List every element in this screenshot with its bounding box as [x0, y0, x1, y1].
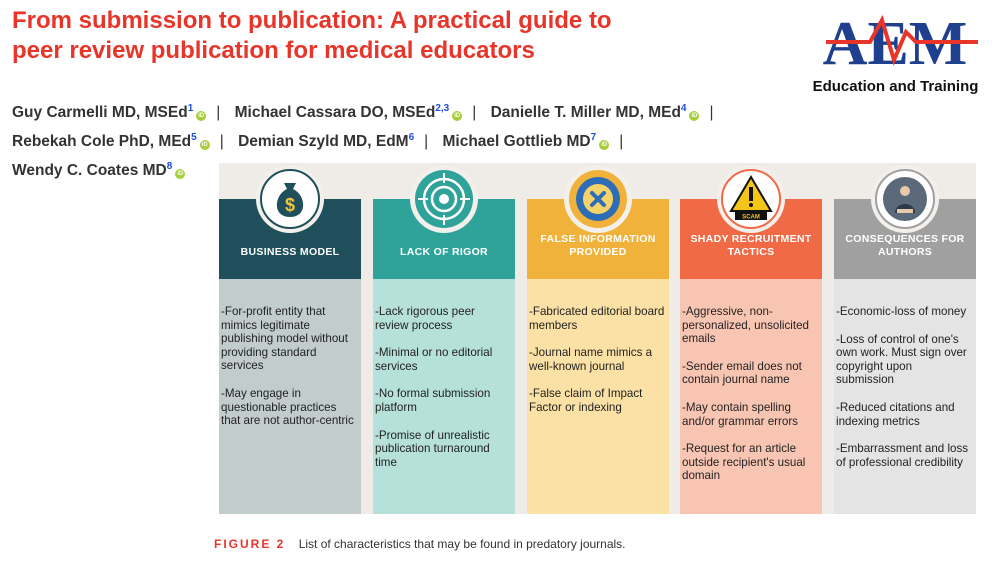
orcid-icon[interactable]: iD: [198, 113, 205, 119]
author-separator: |: [472, 104, 477, 121]
column-body: [219, 279, 361, 514]
logo-letters: AEM: [822, 12, 968, 76]
money-bag-icon: [256, 165, 324, 233]
list-item: -Fabricated editorial board members: [529, 305, 665, 332]
column-body: [834, 279, 976, 514]
orcid-icon[interactable]: iD: [201, 142, 208, 148]
column-heading: CONSEQUENCES FOR AUTHORS: [845, 233, 965, 258]
list-item: -Economic-loss of money: [836, 305, 967, 318]
column-heading: BUSINESS MODEL: [240, 246, 340, 258]
orcid-icon[interactable]: iD: [691, 113, 698, 119]
column-business-model: [219, 163, 361, 514]
column-shady-recruitment: [680, 163, 822, 514]
list-item: -For-profit entity that mimics legitimate publishing model without providing standard services: [221, 305, 348, 373]
target-icon: [410, 165, 478, 233]
author[interactable]: Wendy C. Coates $MD^8iD$: [12, 161, 184, 179]
list-item: -May contain spelling and/or grammar errors: [682, 400, 798, 428]
column-consequences: [834, 163, 976, 514]
list-item: -Reduced citations and indexing metrics: [836, 400, 955, 428]
article-title: From submission to publication: A practical guide to peer review publication for medical educators: [12, 7, 612, 64]
figure-label: FIGURE 2: [214, 537, 286, 551]
predatory-journal-figure: [219, 163, 976, 514]
column-heading: LACK OF RIGOR: [400, 246, 488, 258]
column-body: [527, 279, 669, 514]
x-badge-icon: [564, 165, 632, 233]
figure-caption-text: List of characteristics that may be found in predatory journals.: [298, 537, 626, 551]
author-separator: |: [619, 133, 624, 150]
list-item: -Embarrassment and loss of professional credibility: [836, 442, 969, 469]
list-item: -Sender email does not contain journal name: [682, 359, 802, 387]
list-item: -May engage in questionable practices that are not author-centric: [221, 386, 354, 428]
author[interactable]: Demian Szyld MD, EdM$^6$: [238, 132, 415, 150]
column-false-information: [527, 163, 669, 514]
author-separator: |: [219, 133, 224, 150]
list-item: -Aggressive, non-personalized, unsolicited emails: [682, 305, 809, 346]
column-heading: FALSE INFORMATION PROVIDED: [540, 233, 656, 258]
author[interactable]: Guy Carmelli MD, MSEd$^1$iD: [12, 103, 205, 121]
list-item: -False claim of Impact Factor or indexing: [529, 387, 643, 414]
journal-logo: [808, 12, 983, 98]
list-item: -Loss of control of one's own work. Must sign over copyright upon submission: [836, 332, 967, 387]
column-body: [373, 279, 515, 514]
author-separator: |: [709, 104, 714, 121]
author[interactable]: Rebekah Cole PhD, MEd$^5$iD: [12, 132, 208, 150]
svg-text:$: $: [284, 195, 296, 215]
list-item: -Minimal or no editorial services: [375, 346, 493, 373]
column-heading: SHADY RECRUITMENT TACTICS: [690, 233, 812, 258]
orcid-icon[interactable]: iD: [177, 171, 184, 177]
aem-logo-mark: [808, 12, 983, 76]
author[interactable]: Michael Cassara DO, MSEd$^{2,3}$iD: [234, 103, 461, 121]
scam-warning-icon: [717, 165, 785, 233]
figure-caption: [214, 537, 626, 551]
author[interactable]: Danielle T. Miller MD, MEd$^4$iD: [490, 103, 698, 121]
author-separator: |: [216, 104, 221, 121]
column-body: [680, 279, 822, 514]
orcid-icon[interactable]: iD: [454, 113, 461, 119]
author[interactable]: Michael Gottlieb $MD^7iD$: [442, 132, 608, 150]
list-item: -Journal name mimics a well-known journal: [529, 346, 653, 373]
list-item: -Promise of unrealistic publication turnaround time: [375, 428, 490, 469]
list-item: -Request for an article outside recipient's usual domain: [682, 442, 806, 483]
list-item: -No formal submission platform: [375, 387, 491, 414]
distressed-person-icon: [871, 165, 939, 233]
orcid-icon[interactable]: iD: [601, 142, 608, 148]
column-lack-of-rigor: [373, 163, 515, 514]
author-separator: |: [424, 133, 429, 150]
logo-subtitle: Education and Training: [812, 78, 979, 95]
list-item: -Lack rigorous peer review process: [375, 305, 475, 332]
scam-label: SCAM: [742, 214, 760, 221]
